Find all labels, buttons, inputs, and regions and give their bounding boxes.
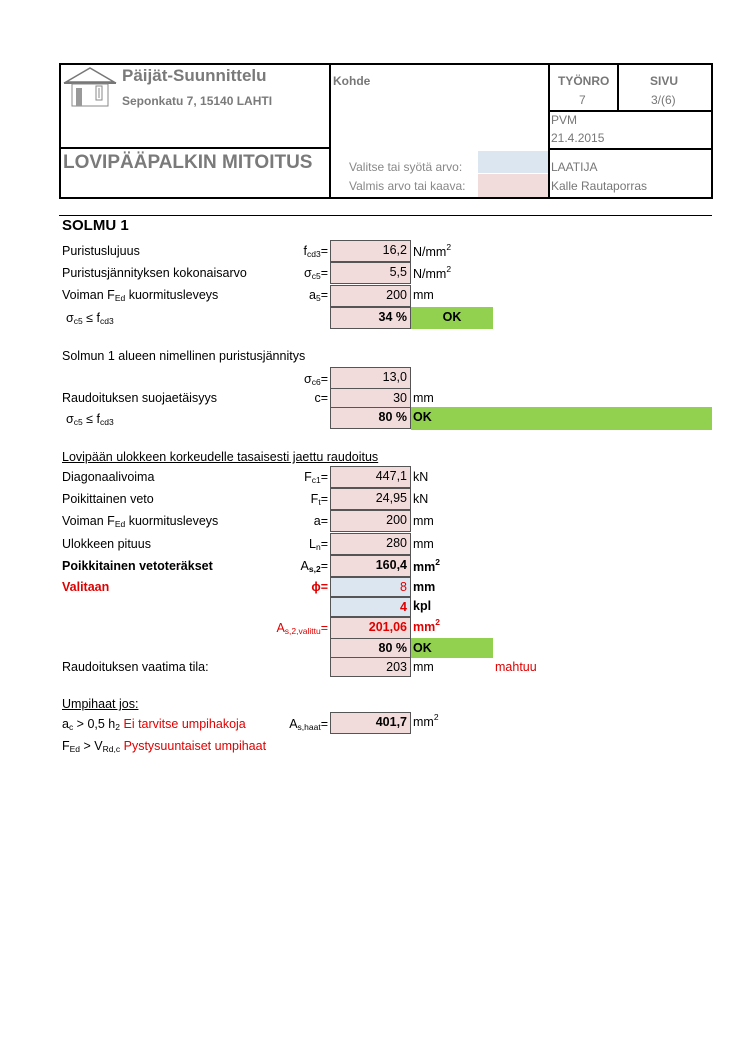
laatija-label: LAATIJA bbox=[551, 160, 598, 174]
value-cell: 13,0 bbox=[330, 367, 411, 389]
value-cell: 447,1 bbox=[330, 466, 411, 488]
row-unit: mm bbox=[413, 660, 434, 674]
row-unit: mm bbox=[413, 514, 434, 528]
as-valittu-symbol: $A_{s,2,valittu}=$ bbox=[276, 621, 328, 636]
check-label: $\sigma_{c5} \le f_{cd3}$ bbox=[66, 412, 114, 427]
value-cell: 200 bbox=[330, 285, 411, 307]
row-label: Raudoituksen suojaetäisyys bbox=[62, 391, 217, 405]
row-symbol: $A_{s,haat}=$ bbox=[289, 717, 328, 732]
divider bbox=[329, 63, 331, 199]
section-title-reinforcement: Lovipään ulokkeen korkeudelle tasaisesti jaettu raudoitus bbox=[62, 450, 379, 464]
phi-symbol: ϕ= bbox=[311, 580, 328, 594]
row-symbol: $\sigma_{c5}=$ bbox=[303, 266, 328, 281]
row-label: Voiman $F_{Ed}$ kuormitusleveys bbox=[62, 514, 219, 529]
company-logo bbox=[62, 66, 118, 108]
legend-output-label: Valmis arvo tai kaava: bbox=[349, 179, 466, 193]
row-symbol: $a_5=$ bbox=[309, 288, 328, 303]
row-unit: $mm^2$ bbox=[413, 617, 440, 634]
value-cell: 280 bbox=[330, 533, 411, 555]
value-cell: 24,95 bbox=[330, 488, 411, 510]
utilization-cell: 80 % bbox=[330, 407, 411, 429]
value-cell: 200 bbox=[330, 510, 411, 532]
divider bbox=[59, 147, 331, 149]
phi-input[interactable]: 8 bbox=[330, 577, 411, 597]
divider bbox=[548, 110, 713, 112]
value-cell: 201,06 bbox=[330, 617, 411, 639]
row-unit: mm bbox=[413, 288, 434, 302]
row-symbol: $F_{c1}=$ bbox=[304, 470, 328, 485]
value-cell: 30 bbox=[330, 388, 411, 408]
row-symbol: $f_{cd3}=$ bbox=[303, 244, 328, 259]
utilization-cell: 80 % bbox=[330, 638, 411, 658]
page-title: LOVIPÄÄPALKIN MITOITUS bbox=[63, 152, 313, 173]
row-label: Poikkitainen vetoteräkset bbox=[62, 559, 213, 573]
row-unit: $mm^2$ bbox=[413, 557, 440, 574]
row-symbol: c= bbox=[314, 391, 328, 405]
condition-row: $a_c > 0,5$ $h_2$ Ei tarvitse umpihakoja bbox=[62, 717, 246, 732]
pvm-value: 21.4.2015 bbox=[551, 131, 605, 145]
utilization-cell: 34 % bbox=[330, 307, 411, 329]
company-name: Päijät-Suunnittelu bbox=[122, 66, 267, 85]
legend-input-label: Valitse tai syötä arvo: bbox=[349, 160, 463, 174]
row-symbol: $\sigma_{c6}=$ bbox=[303, 372, 328, 387]
condition-row: $F_{Ed} > V_{Rd,c}$ Pystysuuntaiset umpihaat bbox=[62, 739, 267, 754]
laatija-value: Kalle Rautaporras bbox=[551, 179, 648, 193]
section-title-solmu1: SOLMU 1 bbox=[62, 217, 129, 234]
legend-input-swatch bbox=[478, 151, 548, 173]
value-cell: 16,2 bbox=[330, 240, 411, 262]
ok-status: OK bbox=[411, 638, 493, 658]
sivu-label: SIVU bbox=[650, 74, 679, 88]
kohde-label: Kohde bbox=[333, 74, 371, 88]
section-separator bbox=[59, 215, 712, 216]
row-symbol: $F_t=$ bbox=[310, 492, 328, 507]
value-cell: 401,7 bbox=[330, 712, 411, 734]
row-label: Voiman $F_{Ed}$ kuormitusleveys bbox=[62, 288, 219, 303]
row-unit: kpl bbox=[413, 599, 432, 613]
row-unit: $N/mm^2$ bbox=[413, 264, 452, 281]
ok-status: OK bbox=[411, 307, 493, 329]
row-label: Puristuslujuus bbox=[62, 244, 140, 258]
row-symbol: $L_n=$ bbox=[309, 537, 328, 552]
value-cell: 203 bbox=[330, 657, 411, 677]
ok-status: OK bbox=[411, 407, 712, 430]
value-cell: 5,5 bbox=[330, 262, 411, 284]
company-address: Seponkatu 7, 15140 LAHTI bbox=[122, 94, 273, 108]
row-unit: kN bbox=[413, 492, 429, 506]
value-cell: 160,4 bbox=[330, 555, 411, 577]
tyonro-value: 7 bbox=[579, 93, 586, 107]
legend-output-swatch bbox=[478, 174, 548, 197]
sivu-value: 3/(6) bbox=[651, 93, 676, 107]
row-unit: $N/mm^2$ bbox=[413, 242, 452, 259]
kpl-input[interactable]: 4 bbox=[330, 597, 411, 617]
row-symbol: $A_{s,2}=$ bbox=[300, 559, 328, 574]
section-title-solmu1-alue: Solmun 1 alueen nimellinen puristusjännitys bbox=[62, 349, 306, 363]
row-unit: mm bbox=[413, 580, 436, 594]
divider bbox=[548, 63, 550, 199]
row-label: Puristusjännityksen kokonaisarvo bbox=[62, 266, 247, 280]
row-unit: $mm^2$ bbox=[413, 712, 439, 729]
valitaan-label: Valitaan bbox=[62, 580, 110, 594]
row-label: Diagonaalivoima bbox=[62, 470, 155, 484]
row-symbol: a= bbox=[313, 514, 328, 528]
tyonro-label: TYÖNRO bbox=[558, 74, 610, 88]
pvm-label: PVM bbox=[551, 113, 578, 127]
row-unit: kN bbox=[413, 470, 429, 484]
row-unit: mm bbox=[413, 391, 434, 405]
row-label: Poikittainen veto bbox=[62, 492, 154, 506]
check-label: $\sigma_{c5} \le f_{cd3}$ bbox=[66, 311, 114, 326]
divider bbox=[548, 148, 713, 150]
row-label: Ulokkeen pituus bbox=[62, 537, 151, 551]
divider bbox=[617, 63, 619, 111]
row-label: Raudoituksen vaatima tila: bbox=[62, 660, 209, 674]
section-title-umpihaat: Umpihaat jos: bbox=[62, 697, 139, 711]
row-unit: mm bbox=[413, 537, 434, 551]
space-status: mahtuu bbox=[495, 660, 537, 674]
